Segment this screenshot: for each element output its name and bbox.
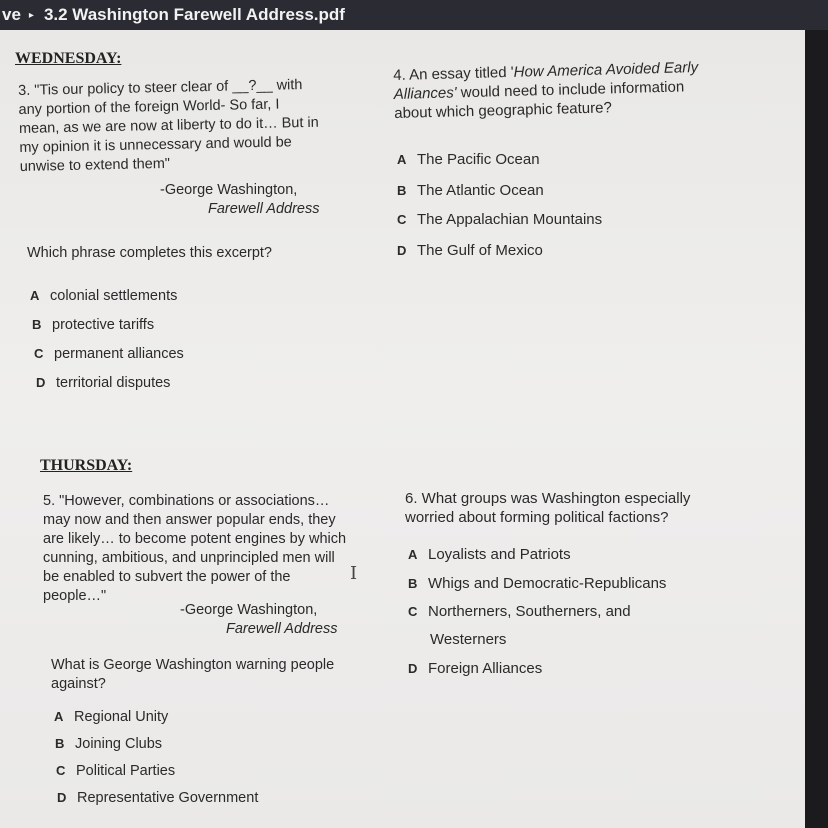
document-title: 3.2 Washington Farewell Address.pdf <box>43 5 345 24</box>
breadcrumb-parent[interactable]: ve <box>2 5 21 24</box>
q3-option-c[interactable]: C permanent alliances <box>34 346 184 362</box>
q5-option-b[interactable]: B Joining Clubs <box>55 736 163 752</box>
q5-attribution-name: -George Washington, <box>180 602 318 618</box>
q3-attribution-name: -George Washington, <box>160 182 298 198</box>
q6-option-b[interactable]: B Whigs and Democratic-Republicans <box>408 575 667 592</box>
q3-option-b[interactable]: B protective tariffs <box>32 317 155 333</box>
q4-option-c[interactable]: C The Appalachian Mountains <box>397 211 603 228</box>
question-5-text: 5. "However, combinations or associations… may now and then answer popular ends, they are likely… to become potent engines by which cunning, ambitious, and unprincipled men will be enabled to subvert the power of the people…" <box>43 493 347 604</box>
pdf-toolbar <box>0 0 828 30</box>
q4-option-d[interactable]: D The Gulf of Mexico <box>397 242 543 259</box>
question-3-text: 3. "Tis our policy to steer clear of __?__ with any portion of the foreign World- So far, I mean, as we are now at liberty to do it… But in my opinion it is unnecessary and would be unwise to extend them" <box>18 77 319 175</box>
q5-option-a[interactable]: A Regional Unity <box>54 709 169 725</box>
text-cursor-icon: I <box>350 563 358 584</box>
q5-prompt: What is George Washington warning people against? <box>51 657 335 692</box>
q4-option-a[interactable]: A The Pacific Ocean <box>397 151 540 168</box>
q3-option-a[interactable]: A colonial settlements <box>30 288 178 304</box>
q6-option-a[interactable]: A Loyalists and Patriots <box>408 546 571 563</box>
q6-option-c-continuation: Westerners <box>430 631 507 648</box>
q5-attribution-source: Farewell Address <box>226 621 338 637</box>
q4-option-b[interactable]: B The Atlantic Ocean <box>397 182 544 199</box>
q3-option-d[interactable]: D territorial disputes <box>36 375 171 391</box>
breadcrumb-chevron-icon: ▸ <box>28 9 34 21</box>
q6-option-d[interactable]: D Foreign Alliances <box>408 660 543 677</box>
q5-option-c[interactable]: C Political Parties <box>56 763 176 779</box>
question-4-text: 4. An essay titled 'How America Avoided Early Alliances' would need to include information about which geographic feature? <box>393 59 699 122</box>
q6-option-c[interactable]: C Northerners, Southerners, and <box>408 603 631 620</box>
wednesday-heading: WEDNESDAY: <box>15 50 122 67</box>
q3-prompt: Which phrase completes this excerpt? <box>27 245 272 261</box>
q5-option-d[interactable]: D Representative Government <box>57 790 259 806</box>
thursday-heading: THURSDAY: <box>40 457 133 474</box>
q3-attribution-source: Farewell Address <box>208 201 320 217</box>
question-6-text: 6. What groups was Washington especially worried about forming political factions? <box>405 490 691 526</box>
